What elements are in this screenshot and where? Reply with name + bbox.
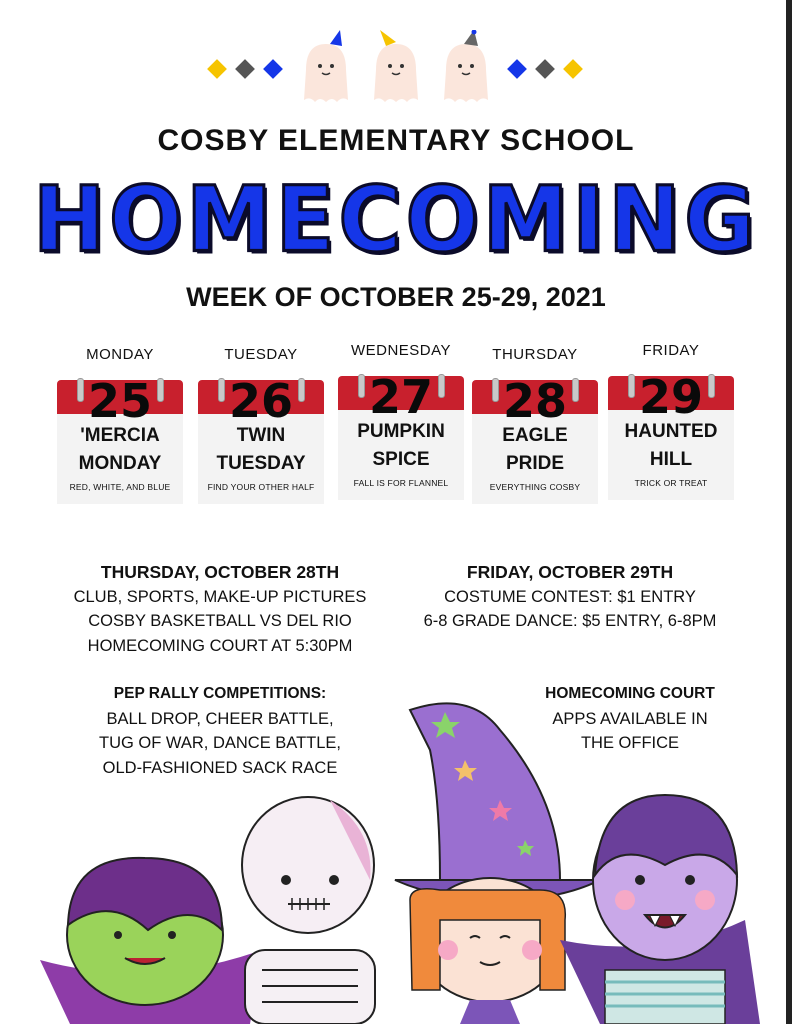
info-line: 6-8 GRADE DANCE: $5 ENTRY, 6-8PM (423, 612, 717, 630)
calendar-header (608, 370, 734, 424)
day-name: TUESDAY (224, 346, 298, 363)
day-date: 29 (638, 370, 703, 424)
day-name: FRIDAY (642, 342, 700, 359)
info-line: COSTUME CONTEST: $1 ENTRY (444, 587, 696, 606)
day-date: 26 (228, 374, 293, 428)
calendar-header (472, 374, 598, 428)
thursday-heading: THURSDAY, OCTOBER 28TH (100, 562, 340, 582)
day-name: MONDAY (86, 346, 154, 363)
friday-info (400, 560, 740, 634)
day-card-thursday (472, 346, 598, 504)
theme-subtitle: EVERYTHING COSBY (489, 482, 581, 492)
theme-line2: MONDAY (78, 453, 162, 474)
theme-line2: SPICE (372, 449, 430, 470)
theme-subtitle: TRICK OR TREAT (634, 478, 708, 488)
theme-line1: 'MERCIA (80, 425, 160, 446)
skeleton-kid-illustration (242, 797, 375, 1024)
info-line: TUG OF WAR, DANCE BATTLE, (98, 734, 341, 752)
party-ghost-icon (436, 30, 496, 108)
school-name: COSBY ELEMENTARY SCHOOL (157, 124, 635, 157)
theme-line1: HAUNTED (624, 421, 718, 442)
party-ghost-icon (296, 30, 356, 108)
info-line: APPS AVAILABLE IN (552, 709, 708, 728)
day-card-tuesday (198, 346, 324, 504)
dracula-kid-illustration (560, 795, 760, 1024)
calendar-header (57, 374, 183, 428)
theme-subtitle: FIND YOUR OTHER HALF (207, 482, 315, 492)
party-ghost-icon (366, 30, 426, 108)
friday-heading: FRIDAY, OCTOBER 29TH (466, 562, 674, 582)
theme-line1: PUMPKIN (357, 421, 445, 442)
vampire-kid-illustration (40, 858, 262, 1024)
court-heading: HOMECOMING COURT (545, 685, 715, 702)
day-name: THURSDAY (492, 346, 578, 363)
headline (0, 167, 792, 273)
theme-line2: HILL (649, 449, 693, 470)
costume-kids-illustration (0, 690, 792, 1024)
theme-subtitle: RED, WHITE, AND BLUE (69, 482, 171, 492)
day-date: 28 (502, 374, 567, 428)
info-line: THE OFFICE (580, 734, 680, 752)
info-line: HOMECOMING COURT AT 5:30PM (87, 636, 353, 655)
day-date: 25 (87, 374, 152, 428)
info-line: OLD-FASHIONED SACK RACE (102, 758, 338, 777)
thursday-info (40, 560, 400, 658)
info-line: BALL DROP, CHEER BATTLE, (106, 709, 334, 728)
day-date: 27 (368, 370, 433, 424)
theme-line2: PRIDE (505, 453, 565, 474)
calendar-header (198, 374, 324, 428)
theme-subtitle: FALL IS FOR FLANNEL (353, 478, 449, 488)
pep-rally-heading: PEP RALLY COMPETITIONS: (113, 685, 327, 702)
day-name: WEDNESDAY (350, 342, 452, 359)
theme-line1: TWIN (236, 425, 286, 446)
theme-line2: TUESDAY (216, 453, 306, 474)
witch-kid-illustration (395, 703, 600, 1024)
headline-text: HOMECOMING (33, 167, 759, 273)
info-line: CLUB, SPORTS, MAKE-UP PICTURES (73, 587, 367, 606)
week-dates: WEEK OF OCTOBER 25-29, 2021 (186, 282, 606, 312)
theme-line1: EAGLE (502, 425, 568, 446)
day-card-monday (57, 346, 183, 504)
day-card-friday (608, 342, 734, 500)
info-line: COSBY BASKETBALL VS DEL RIO (88, 612, 352, 630)
day-card-wednesday (338, 342, 464, 500)
calendar-header (338, 370, 464, 424)
